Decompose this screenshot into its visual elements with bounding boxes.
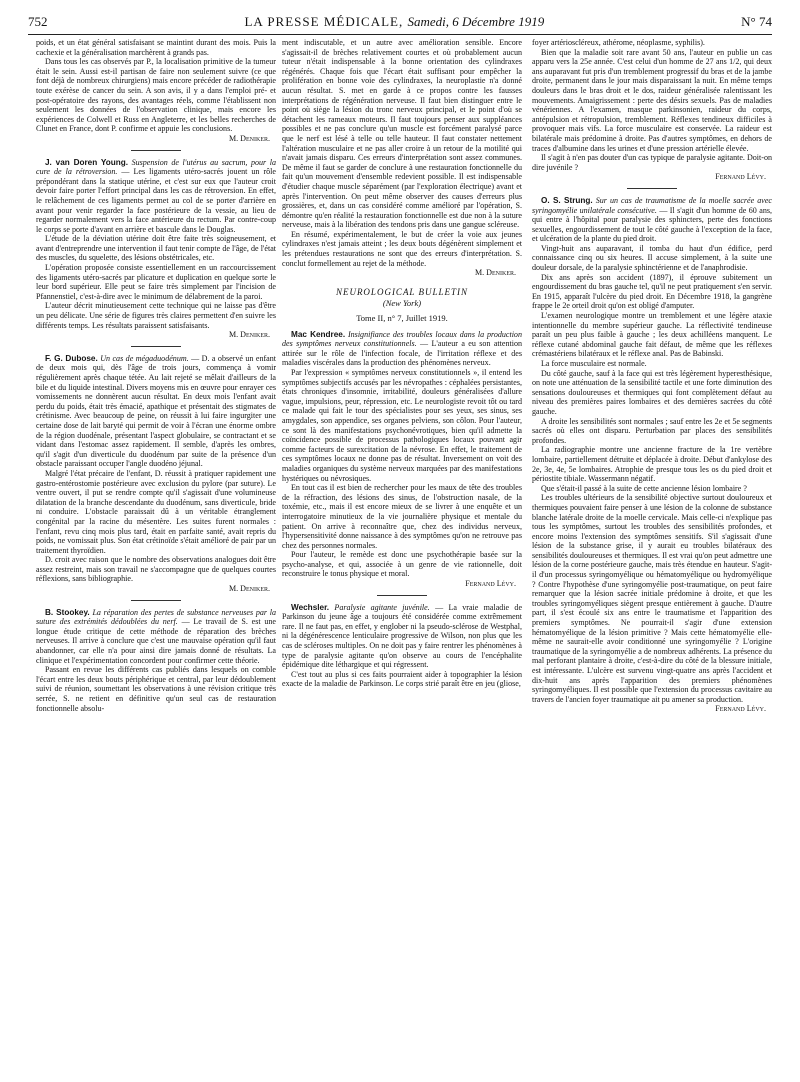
paragraph: ment indiscutable, et un autre avec amélioration sensible. Encore s'agissait-il de brèches relativement courtes et où probablement aucun tuteur n'était indispensable à la bonne orientation des cylindraxes régénérés. Chaque fois que l'écart était suffisant pour empêcher la prolifération en bonne voie des cylindraxes, la neuroplastie n'a donné aucun résultat. S. met en garde à ce propos contre les fausses interprétations de régénération nerveuse. Il faut bien distinguer entre le point où siège la lésion du tronc nerveux principal, et le point d'où se détachent les rameaux moteurs. Il faut toujours penser aux suppléances possibles et ne pas conclure qu'un muscle est forcément paralysé parce que le nerf est lésé à telle ou telle hauteur. Il faut constater nettement l'altération musculaire et ne pas aller croire à un retour de la motilité qui n'avait jamais disparu. Ces erreurs d'interprétation sont assez communes. De même il faut se garder de conclure à une restauration fonctionnelle du fait qu'un mouvement d'ensemble redevient possible. Il est indispensable d'étudier chaque muscle séparément (par l'exploration électrique) avant et après l'intervention. On peut même observer des causes d'erreurs plus grossières, et, dans un cas considéré comme amélioré par l'opération, S. démontre qu'en réalité la restauration fonctionnelle est due non à la suture nerveuse, mais à la libération des tendons pris dans une gangue scléreuse. bbox=[282, 38, 522, 230]
article-text: — La vraie maladie de Parkinson du jeune âge a toujours été considérée comme extrêmement rare. Il ne faut pas, en effet, y englober ni la pseudo-sclérose de Westphal, ni la dégénérescence lenticulaire progressive de Wilson, non plus que les cas de scléroses multiples. On ne doit pas y faire rentrer les phénomènes à type de paralysie agitante qu'on observe au cours de l'encéphalite épidémique dite léthargique et qui régressent. bbox=[282, 602, 523, 670]
paragraph: L'étude de la déviation utérine doit être faite très soigneusement, et avant d'entreprendre une intervention il faut tenir compte de l'âge, de l'état des muscles, du squelette, des lésions obstétricales, etc. bbox=[36, 234, 276, 263]
paragraph: En tout cas il est bien de rechercher pour les maux de tête des troubles de la réfraction, des lésions des sinus, de l'obstruction nasale, de la toxémie, etc., mais il est encore mieux de se livrer à une enquête et un interrogatoire minutieux de la vie journalière physique et mentale du patient. On arrive à reconnaître que, chez des individus nerveux, l'hypersensitivité donne naissance à des symptômes qu'on ne retrouve pas chez des personnes normales. bbox=[282, 483, 522, 550]
paragraph: Dix ans après son accident (1897), il éprouve subitement un engourdissement du bras gauche tel, qu'il ne peut pratiquement s'en servir. En 1915, apparaît l'ulcère du pied droit. En Décembre 1918, la gangrène frappe le 2e orteil droit qu'on est obligé d'amputer. bbox=[532, 272, 772, 311]
paragraph: En résumé, expérimentalement, le but de créer la voie aux jeunes cylindraxes n'est jamais atteint ; les deux bouts dégénèrent simplement et les prétendues restaurations ne sont que des erreurs d'interprétation. S. conclut formellement au rejet de la méthode. bbox=[282, 229, 522, 268]
paragraph: L'opération proposée consiste essentiellement en un raccourcissement des ligaments utéro-sacrés par plicature et duplication en quelque sorte le leur bord supérieur. Elle peut se faire très simplement par l'incision de Pfannenstiel, c'est-à-dire avec le minimum de délabrement de la paroi. bbox=[36, 263, 276, 301]
article-text: — Le travail de S. est une longue étude critique de cette méthode de réparation des brèches nerveuses. Il arrive à conclure que c'est une mauvaise opération qu'il faut abandonner, car elle n'a pour ainsi dire jamais donné de résultats. La clinique et l'expérimentation concordent pour confirmer cette théorie. bbox=[36, 617, 276, 665]
article-author: Wechsler. bbox=[291, 602, 330, 612]
article-stookey bbox=[36, 608, 276, 666]
article-text: — Les ligaments utéro-sacrés jouent un rôle prépondérant dans la statique utérine, et c'est sur eux que l'auteur croit devoir faire porter l'effort principal dans les cas de rétroversion. En effet, le relâchement de ces ligaments permet au col de se porter d'arrière en avant pour venir regarder la face postérieure de la vessie, au lieu de regarder normalement vers la face antérieure du rectum. Par contre-coup le corps se porte d'avant en arrière et bascule dans le Douglas. bbox=[36, 167, 276, 234]
paragraph: Bien que la maladie soit rare avant 50 ans, l'auteur en publie un cas apparu vers la 25e année. C'est celui d'un homme de 27 ans 1/2, qui deux ans auparavant fut pris d'un tremblement progressif du bras et de la jambe droite, permanent dans le jour mais disparaissant la nuit. En même temps douleurs dans le bras droit et le dos, raideur généralisée ralentissant les mouvements. Amaigrissement : perte des désirs sexuels. Pas de maladies vénériennes. A l'examen, masque parkinsonien, raideur du corps, antépulsion et rétropulsion, tremblement. Réflexes tendineux difficiles à provoquer mais vifs. La force musculaire est conservée. La raideur est bilatérale mais prédomine à droite. Pas d'autres symptômes, en dehors de traces d'albumine dans les urines et d'une pression artérielle élevée. bbox=[532, 47, 772, 153]
signature: M. Deniker. bbox=[229, 330, 270, 340]
paragraph: La radiographie montre une ancienne fracture de la 1re vertèbre lombaire, partiellement détruite et déplacée à droite. Début d'ankylose des 2e, 3e, 4e, 5e lombaires. Atrophie de presque tous les os du pied droit et périostite tibiale. Wassermann négatif. bbox=[532, 445, 772, 484]
issue-number: N° 74 bbox=[741, 14, 772, 29]
signature: M. Deniker. bbox=[229, 133, 270, 143]
bulletin-heading bbox=[282, 288, 522, 324]
bulletin-volume: Tome II, n° 7, Juillet 1919. bbox=[356, 313, 448, 324]
article-title: Insignifiance des troubles locaux dans la production des symptômes nerveux constitutionnels. bbox=[282, 329, 522, 349]
paragraph: L'auteur décrit minutieusement cette technique qui ne laisse pas d'être un peu délicate. Une série de figures très claires permettent d'en suivre les différents temps. Les résultats paraissent satisfaisants. bbox=[36, 301, 276, 330]
article-title: Un cas de mégaduodénum. bbox=[100, 353, 189, 363]
paragraph: Les troubles ultérieurs de la sensibilité objective surtout douloureux et thermiques pouvaient faire penser à une lésion de la colonne de substance blanche latérale droite de la moelle cervicale. Mais celle-ci n'explique pas tous les symptômes, surtout les troubles des sensibilités profondes, et encore moins l'extension des symptômes sensitifs. S'il s'agissait d'une lésion de la substance grise, il y aurait eu troubles bilatéraux des sensibilités douloureuses et thermiques. Il est vrai qu'on peut admettre une lésion de la corne postérieure gauche, mais très étendue en hauteur. S'agit-il d'un processus syringomyélique ou hématomyélique ou hydromyélique ? Contre l'hypothèse d'une syringomyélie post-traumatique, on peut faire remarquer que la lésion sacrée initiale prédomine à droite, et que les troubles syringomyéliques siègent presque entièrement à gauche. D'autre part, il s'est écoulé six ans entre le traumatisme et l'apparition des premiers symptômes. Ne pourrait-il s'agir d'une extension hématomyélique de la lésion primitive ? Mais cette hématomyélie elle-même ne saurait-elle avoir conditionné une syringomyélie ? L'origine traumatique de la syringomyélie a de nombreux adhérents. La présence du mal perforant plantaire à droite, c'est-à-dire du côté de la blessure initiale, est intéressante. L'ulcère est survenu vingt-quatre ans après l'accident et dix-huit ans après l'apparition des premiers phénomènes syringomyéliques. Il est possible que l'extension du processus cavitaire au travers de l'ancien foyer traumatique ait pu amener sa production. bbox=[532, 493, 772, 704]
paragraph: Passant en revue les différents cas publiés dans lesquels on comble l'écart entre les deux bouts périphérique et central, par leur dédoublement suivi de réunion, soumettant les observations à une révision critique très serrée, S. ne retient en définitive qu'un seul cas de restauration fonctionnelle absolu- bbox=[36, 665, 276, 713]
article-author: Mac Kendree. bbox=[291, 329, 346, 339]
signature: Fernand Lévy. bbox=[465, 579, 516, 589]
paragraph: Par l'expression « symptômes nerveux constitutionnels », il entend les symptômes subjectifs accusés par les névropathes : céphalées persistantes, états chroniques d'insomnie, irritabilité, douleurs généralisées d'allure vague, impulsions, peur, répression, etc. Le neurologiste revoit tôt ou tard ce malade qui fait le tour des spécialistes pour ses yeux, ses sinus, ses amygdales, son appendice, ses organes pelviens, son côlon. Pour l'auteur, ce sont là des manifestations psychonévrotiques, bien qu'il admette la coïncidence possible de processus pathologiques locaux pouvant agir comme facteurs de surexcitation de la névrose. En effet, le traitement de ces symptômes locaux ne donne pas de résultat. Inversement on voit des maladies organiques du système nerveux marquées par des manifestations hystériques ou névrosiques. bbox=[282, 368, 522, 483]
paragraph: Que s'était-il passé à la suite de cette ancienne lésion lombaire ? bbox=[541, 483, 747, 493]
paragraph: foyer artérioscléreux, athérome, néoplasme, syphilis). bbox=[532, 38, 705, 47]
article-young bbox=[36, 158, 276, 235]
paragraph: L'examen neurologique montre un tremblement et une légère ataxie intentionnelle du membre supérieur gauche. La réflectivité tendineuse paraît un peu plus faible à gauche ; les deux achilléens manquent. Le réflexe cutané abdominal gauche fait défaut, de même que les réflexes crémastériens bilatéraux et le réflexe anal. Pas de Babinski. bbox=[532, 311, 772, 359]
signature: M. Deniker. bbox=[475, 268, 516, 278]
paragraph: A droite les sensibilités sont normales ; sauf entre les 2e et 5e segments sacrés où elles ont disparu. Perturbation par places des sensibilités profondes. bbox=[532, 416, 772, 445]
paragraph: Vingt-huit ans auparavant, il tomba du haut d'un édifice, perd connaissance cinq ou six heures. Il accuse simplement, à la suite une douleur dorsale, de la paralysie sphinctérienne et de l'anaphrodisie. bbox=[532, 243, 772, 273]
signature: Fernand Lévy. bbox=[715, 172, 766, 182]
page-header bbox=[28, 14, 772, 35]
page-number: 752 bbox=[28, 14, 48, 29]
article-text: — D. a observé un enfant de deux mois qui, dès l'âge de trois jours, commença à vomir régulièrement après chaque tétée. Au lait rejeté se mêlait d'ailleurs de la bile et du liquide intestinal. Divers moyens mis en œuvre pour enrayer ces vomissements ne donnèrent aucun résultat. En deux mois l'enfant avait perdu du poids, était très émacié, apathique et présentait des stigmates de crétinisme. Avec beaucoup de peine, on réussit à lui faire ingurgiter une certaine dose de lait baryté qui permit de voir à l'écran une énorme ombre de la région duodénale, présentant l'aspect globulaire, se contractant et se vidant dans l'estomac assez rapidement. Il semble, d'après les ombres, qu'il s'agit d'un diverticule du duodénum par suite de la présence d'un obstacle paraissant occuper l'angle duodéno jéjunal. bbox=[36, 353, 277, 469]
separator-rule bbox=[627, 188, 677, 189]
paragraph: Du côté gauche, sauf à la face qui est très légèrement hyperesthésique, on note une atténuation de la sensibilité tactile et une forte diminution des sensations douloureuses et thermiques qui font complètement défaut au niveau des premières paires lombaires et des dernières sacrées du côté gauche. bbox=[532, 368, 772, 416]
paragraph: Il s'agit à n'en pas douter d'un cas typique de paralysie agitante. Doit-on dire juvénile ? bbox=[532, 153, 772, 172]
separator-rule bbox=[131, 600, 181, 601]
paragraph: Malgré l'état précaire de l'enfant, D. réussit à pratiquer rapidement une gastro-entérostomie postérieure avec exclusion du pylore (par suture). Le ventre ouvert, il put se rendre compte qu'il s'agissait d'une volumineuse dilatation de la branche descendante du duodénum, sans diverticule, bride ni conduire. L'obstacle paraissait dû à un véritable étranglement congénital par la racine du mésentère. Les suites furent normales : l'enfant, revu cinq mois plus tard, était en parfaite santé, avait repris du poids, ne vomissait plus. Son état crétinoïde s'était amélioré de pair par un traitement thyroïdien. bbox=[36, 468, 276, 555]
article-title: Sur un cas de traumatisme de la moelle sacrée avec syringomyélie unilatérale consécutive. bbox=[532, 195, 772, 215]
article-mac-kendree bbox=[282, 330, 522, 368]
journal-name: LA PRESSE MÉDICALE, bbox=[244, 14, 404, 29]
article-title: Paralysie agitante juvénile. bbox=[334, 602, 430, 612]
paragraph: Dans tous les cas observés par P., la localisation primitive de la tumeur était le sein. Aussi est-il partisan de faire non seulement suivre (ce que font déjà de nombreux chirurgiens) mais encore précéder de radiothérapie toute exérèse de cancer du sein. A son avis, il y a dans l'emploi pré- et post-opératoire des rayons, des avantages réels, comme l'établissent non seulement les données de l'observation clinique, mais encore les expériences de Colwell et Russ en Angleterre, et les belles recherches de Clunet en France, dont P. confirme et appuie les conclusions. bbox=[36, 57, 276, 134]
article-strung bbox=[532, 196, 772, 244]
paragraph: La force musculaire est normale. bbox=[541, 359, 647, 368]
column-right bbox=[532, 38, 772, 716]
paragraph: Pour l'auteur, le remède est donc une psychothérapie basée sur la psycho-analyse, et qui, associée à un genre de vie rationnelle, doit reconstruire le tonus physique et moral. bbox=[282, 550, 522, 579]
bulletin-city: (New York) bbox=[382, 298, 422, 309]
article-author: B. Stookey. bbox=[45, 607, 90, 617]
article-title: La réparation des pertes de substance nerveuses par la suture des extrémités dédoublées du nerf. bbox=[36, 607, 277, 627]
article-author: J. van Doren Young. bbox=[45, 157, 129, 167]
paragraph: poids, et un état général satisfaisant se maintint durant des mois. Puis la cachexie et la généralisation marchèrent à grands pas. bbox=[36, 38, 276, 57]
article-dubose bbox=[36, 354, 276, 469]
paragraph: C'est tout au plus si ces faits pourraient aider à topographier la lésion exacte de la maladie de Parkinson. Le corps strié paraît être en jeu (gliose, bbox=[282, 669, 522, 689]
article-text: — L'auteur a eu son attention attirée sur le rôle de l'infection focale, de l'irritation réflexe et des maladies viscérales dans la production des phénomènes nerveux. bbox=[282, 339, 522, 368]
column-middle bbox=[282, 38, 522, 689]
journal-title bbox=[244, 14, 544, 30]
article-author: O. S. Strung. bbox=[541, 195, 593, 205]
article-title: Suspension de l'utérus au sacrum, pour la cure de la rétroversion. bbox=[36, 157, 276, 177]
issue-date: Samedi, 6 Décembre 1919 bbox=[407, 14, 545, 29]
article-text: — Il s'agit d'un homme de 60 ans, qui entre à l'hôpital pour paralysie des sphincters, perte des fonctions sexuelles, engourdissement de tout le côté gauche à l'exception de la face, et ulcération de la plante du pied droit. bbox=[532, 205, 773, 244]
bulletin-title: NEUROLOGICAL BULLETIN bbox=[335, 286, 469, 297]
signature: Fernand Lévy. bbox=[715, 704, 766, 714]
signature: M. Deniker. bbox=[229, 584, 270, 594]
column-left bbox=[36, 38, 276, 713]
paragraph: D. croit avec raison que le nombre des observations analogues doit être assez restreint, mais son travail ne s'accompagne que de quelques courtes réflexions, sans bibliographie. bbox=[36, 555, 276, 584]
separator-rule bbox=[131, 346, 181, 347]
separator-rule bbox=[377, 595, 427, 596]
article-author: F. G. Dubose. bbox=[45, 353, 98, 363]
article-wechsler bbox=[282, 603, 522, 670]
separator-rule bbox=[131, 150, 181, 151]
